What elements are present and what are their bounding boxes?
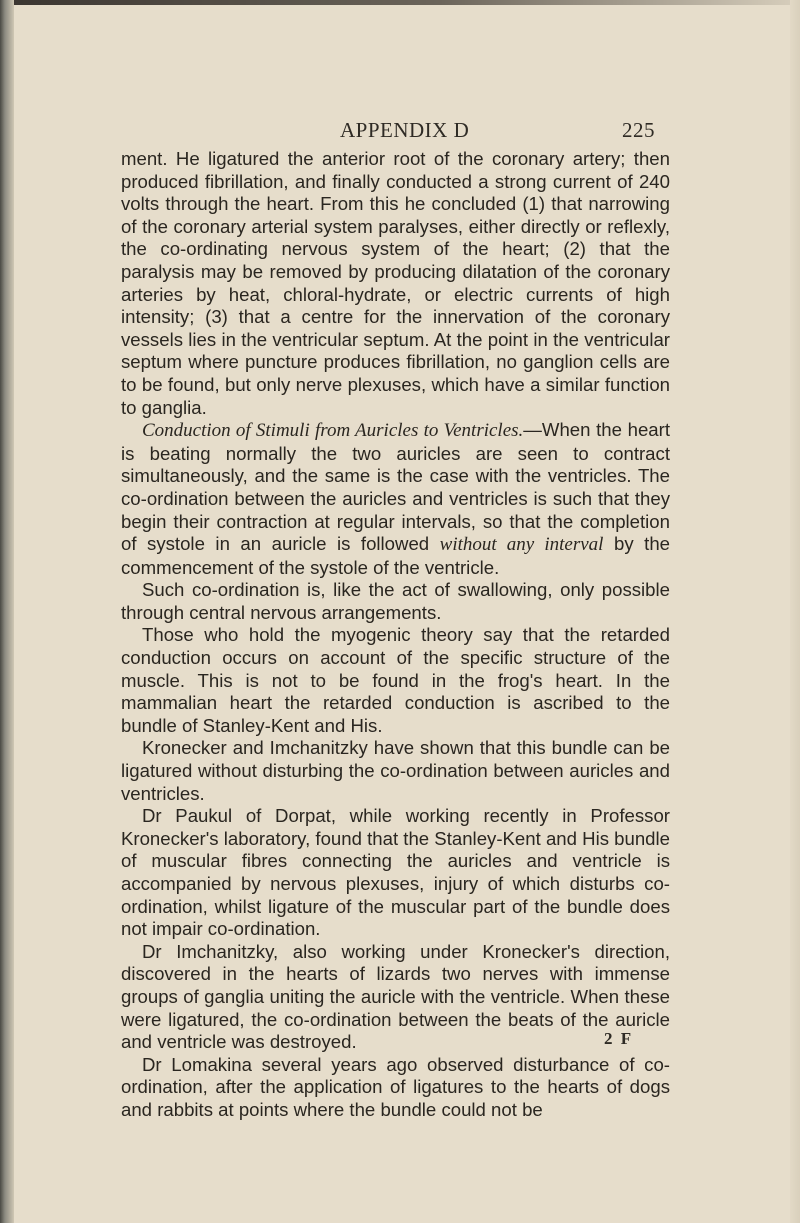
page-header xyxy=(330,118,655,144)
paragraph: Dr Lomakina several years ago observed disturbance of co-ordination, after the application of ligatures to the hearts of dogs and rabbits at points where the bundle could not be xyxy=(121,1053,670,1120)
section-title: Conduction of Stimuli from Auricles to Ventricles. xyxy=(142,420,524,442)
paragraph: Dr Imchanitzky, also working under Kronecker's direction, discovered in the hearts of lizards two nerves with immense groups of ganglia uniting the auricle with the ventricle. When these were ligatured, the co-ordination between the beats of the auricle and ventricle was destroyed. xyxy=(121,940,670,1053)
paragraph: Such co-ordination is, like the act of swallowing, only possible through central nervous arrangements. xyxy=(121,579,670,623)
page-binding-edge xyxy=(0,0,14,1223)
em-dash: — xyxy=(523,419,542,441)
page-top-edge xyxy=(0,0,800,5)
paragraph: ment. He ligatured the anterior root of the coronary artery; then produced fibrillation, and finally conducted a strong current of 240 volts through the heart. From this he concluded (1) that narrowing of the coronary arterial system paralyses, either directly or reflexly, the co-ordinating nervous system of the heart; (2) that the paralysis may be removed by producing dilatation of the coronary arteries by heat, chloral-hydrate, or electric currents of high intensity; (3) that a centre for the innervation of the coronary vessels lies in the ventricular septum. At the point in the ventricular septum where puncture produces fibrillation, no ganglion cells are to be found, but only nerve plexuses, which have a similar function to ganglia. xyxy=(121,148,670,418)
paragraph: Dr Paukul of Dorpat, while working recently in Professor Kronecker's laboratory, found that the Stanley-Kent and His bundle of muscular fibres connecting the auricles and ventricle is accompanied by nervous plexuses, injury of which disturbs co-ordination, whilst ligature of the muscular part of the bundle does not impair co-ordination. xyxy=(121,805,670,940)
paragraph-section xyxy=(121,419,670,579)
paragraph-text: by the commencement of the systole of the ventricle. xyxy=(121,533,670,578)
paragraph-text: When the heart is beating normally the two auricles are seen to contract simultaneously, and the same is the case with the ventricles. The co-ordination between the auricles and ventricles is such that they begin their contraction at regular intervals, so that the completion of systole in an auricle is followed xyxy=(121,419,670,555)
printer-signature-mark: 2 F xyxy=(604,1029,634,1048)
emphasis-text: without any interval xyxy=(439,534,604,556)
paragraph: Those who hold the myogenic theory say that the retarded conduction occurs on account of the specific structure of the muscle. This is not to be found in the frog's heart. In the mammalian heart the retarded conduction is ascribed to the bundle of Stanley-Kent and His. xyxy=(121,624,670,736)
page-right-edge xyxy=(790,0,800,1223)
page-number: 225 xyxy=(622,118,655,142)
running-head: APPENDIX D xyxy=(340,118,470,142)
body-text xyxy=(121,148,670,1122)
paragraph: Kronecker and Imchanitzky have shown that this bundle can be ligatured without disturbing the co-ordination between auricles and ventricles. xyxy=(121,737,670,804)
